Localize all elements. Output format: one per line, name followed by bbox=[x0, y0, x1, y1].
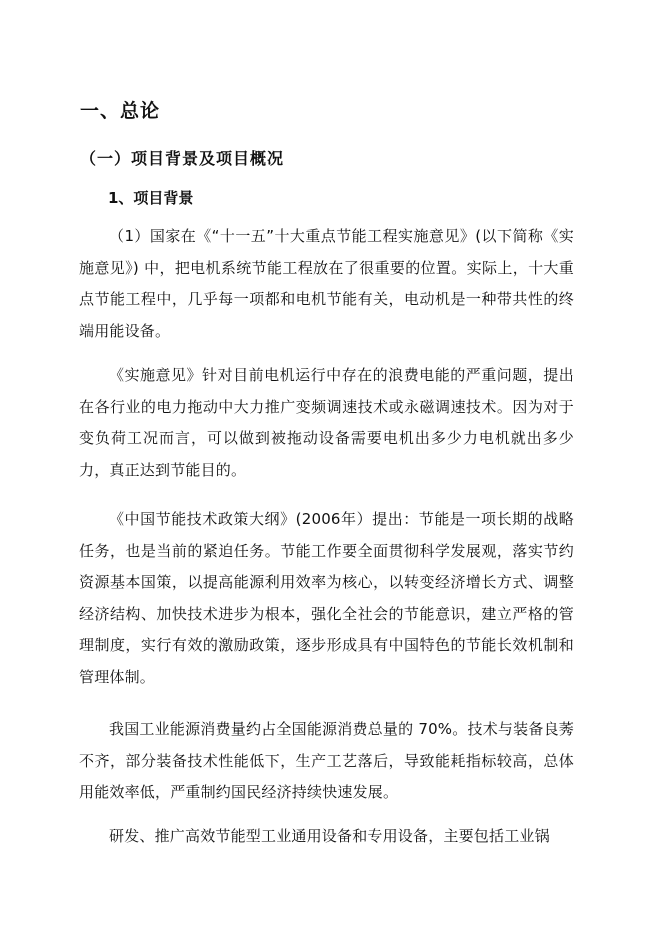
section-heading-general: 一、总论 bbox=[80, 100, 161, 122]
item-heading-project-background: 1、项目背景 bbox=[108, 189, 194, 207]
paragraph-efficient-equipment: 研发、推广高效节能型工业通用设备和专用设备，主要包括工业锅 bbox=[109, 827, 550, 845]
paragraph-implementation-opinions: （1）国家在《“十一五”十大重点节能工程实施意见》(以下简称《实施意见》) 中，把电机系统节能工程放在了很重要的位置。实际上，十大重点节能工程中，几乎每一项都和电机节能有关，电动机是一种带共性的终端用能设备。 bbox=[79, 227, 574, 340]
paragraph-variable-speed-technology: 《实施意见》针对目前电机运行中存在的浪费电能的严重问题，提出在各行业的电力拖动中大力推广变频调速技术或永磁调速技术。因为对于变负荷工况而言，可以做到被拖动设备需要电机出多少力电机就出多少力，真正达到节能目的。 bbox=[79, 366, 574, 479]
paragraph-energy-policy-outline: 《中国节能技术政策大纲》(2006年）提出：节能是一项长期的战略任务，也是当前的紧迫任务。节能工作要全面贯彻科学发展观，落实节约资源基本国策，以提高能源利用效率为核心，以转变经济增长方式、调整经济结构、加快技术进步为根本，强化全社会的节能意识，建立严格的管理制度，实行有效的激励政策，逐步形成具有中国特色的节能长效机制和管理体制。 bbox=[79, 510, 574, 686]
subsection-heading-background-overview: （一）项目背景及项目概况 bbox=[80, 149, 285, 168]
paragraph-industrial-energy-consumption: 我国工业能源消费量约占全国能源消费总量的 70%。技术与装备良莠不齐，部分装备技术性能低下，生产工艺落后，导致能耗指标较高，总体用能效率低，严重制约国民经济持续快速发展。 bbox=[79, 720, 574, 802]
